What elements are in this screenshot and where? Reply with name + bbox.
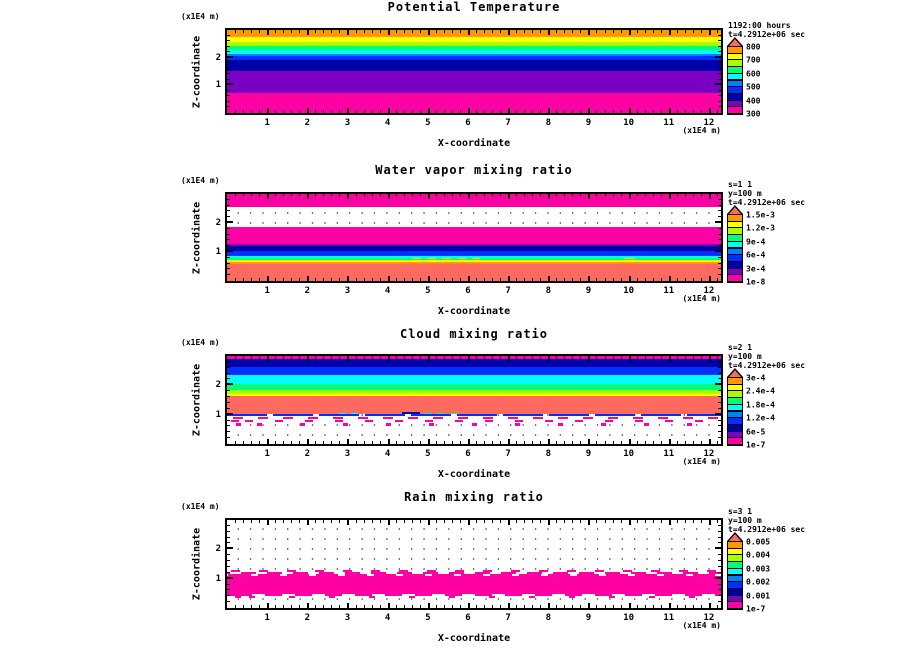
x-tick-label: 7: [505, 286, 511, 296]
tick-mark: [588, 520, 590, 525]
x-tick-label: 2: [304, 118, 311, 128]
tick-mark: [259, 605, 260, 608]
tick-mark: [715, 577, 721, 579]
colorbar-label: 1.8e-4: [746, 400, 775, 410]
tick-mark: [227, 572, 230, 573]
y-tick-label: 1: [215, 80, 221, 91]
y-axis-unit-label: (x1E4 m): [181, 338, 220, 347]
tick-mark: [637, 605, 638, 608]
x-tick-label: 5: [425, 449, 431, 459]
x-tick-label: 12: [703, 613, 715, 623]
tick-mark: [275, 605, 276, 608]
tick-mark: [460, 605, 461, 608]
x-tick-label: 5: [425, 118, 431, 128]
contour-band: [227, 576, 721, 594]
tick-mark: [420, 520, 421, 523]
tick-mark: [347, 520, 349, 525]
tick-mark: [227, 560, 230, 561]
tick-mark: [243, 605, 244, 608]
tick-mark: [677, 520, 678, 523]
colorbar-label: 2.4e-4: [746, 386, 775, 396]
tick-mark: [685, 520, 686, 523]
colorbar-band: [728, 582, 742, 588]
tick-mark: [227, 537, 230, 538]
tick-mark: [364, 605, 365, 608]
colorbar-label: 0.005: [746, 537, 771, 547]
tick-mark: [291, 605, 292, 608]
colorbar-label: 3e-4: [746, 264, 766, 274]
x-axis-unit-label: (x1E4 m): [682, 457, 721, 466]
tick-mark: [677, 605, 678, 608]
x-tick-label: 4: [384, 118, 391, 128]
tick-mark: [629, 603, 631, 608]
tick-mark: [235, 605, 236, 608]
x-tick-label: 9: [585, 118, 592, 128]
tick-mark: [388, 520, 390, 525]
tick-mark: [460, 520, 461, 523]
contour-dash-row: [227, 596, 721, 598]
x-tick-label: 6: [465, 449, 471, 459]
x-tick-label: 12: [703, 118, 715, 128]
tick-mark: [596, 605, 597, 608]
colorbar-label: 700: [746, 55, 761, 65]
tick-mark: [364, 520, 365, 523]
tick-mark: [718, 601, 721, 602]
tick-mark: [227, 595, 230, 596]
tick-mark: [476, 520, 477, 523]
x-tick-label: 4: [384, 286, 391, 296]
x-tick-label: 6: [465, 613, 471, 623]
x-tick-label: 8: [545, 118, 552, 128]
tick-mark: [564, 520, 565, 523]
x-tick-label: 11: [663, 613, 675, 623]
tick-mark: [596, 520, 597, 523]
tick-mark: [227, 584, 230, 585]
x-tick-label: 4: [384, 613, 391, 623]
colorbar-label: 600: [746, 69, 761, 79]
x-axis-unit-label: (x1E4 m): [682, 294, 721, 303]
colorbar-label: 0.003: [746, 564, 771, 574]
plot-area: [225, 518, 723, 610]
x-tick-label: 12: [703, 449, 715, 459]
y-tick-label: 2: [215, 52, 221, 63]
colorbar-header-line: t=4.2912e+06 sec: [728, 198, 806, 207]
tick-mark: [412, 520, 413, 523]
x-tick-label: 1: [264, 286, 270, 296]
tick-mark: [299, 605, 300, 608]
tick-mark: [476, 605, 477, 608]
tick-mark: [227, 547, 233, 549]
colorbar-header-line: t=4.2912e+06 sec: [728, 525, 806, 534]
colorbar-header-line: s=3 1: [728, 507, 753, 516]
y-tick-label: 1: [215, 573, 221, 584]
colorbar-header-line: s=2 1: [728, 343, 753, 352]
tick-mark: [380, 605, 381, 608]
tick-mark: [307, 520, 309, 525]
y-tick-label: 1: [215, 409, 221, 420]
x-tick-label: 1: [264, 118, 270, 128]
colorbar-band: [728, 602, 742, 608]
colorbar-label: 9e-4: [746, 237, 766, 247]
colorbar-label: 1.2e-3: [746, 223, 775, 233]
tick-mark: [428, 520, 430, 525]
panel-title: Water vapor mixing ratio: [375, 163, 573, 177]
colorbar-band: [728, 549, 742, 555]
x-axis-label: X-coordinate: [437, 469, 511, 480]
colorbar-label: 1e-7: [746, 604, 766, 614]
tick-mark: [468, 603, 470, 608]
x-axis-unit-label: (x1E4 m): [682, 621, 721, 630]
x-tick-label: 12: [703, 286, 715, 296]
tick-mark: [468, 520, 470, 525]
colorbar-band: [728, 555, 742, 561]
colorbar-label: 1e-8: [746, 277, 766, 287]
x-tick-label: 3: [344, 449, 351, 459]
tick-mark: [444, 520, 445, 523]
tick-mark: [572, 520, 573, 523]
tick-mark: [717, 520, 718, 523]
tick-mark: [331, 605, 332, 608]
x-tick-label: 11: [663, 118, 675, 128]
tick-mark: [718, 560, 721, 561]
tick-mark: [701, 520, 702, 523]
x-tick-label: 10: [623, 286, 635, 296]
tick-mark: [227, 525, 230, 526]
x-tick-label: 10: [623, 118, 635, 128]
tick-mark: [532, 605, 533, 608]
x-axis-label: X-coordinate: [437, 306, 511, 317]
x-tick-label: 1: [264, 613, 270, 623]
tick-mark: [693, 605, 694, 608]
x-tick-label: 7: [505, 449, 511, 459]
x-tick-label: 5: [425, 613, 431, 623]
tick-mark: [484, 520, 485, 523]
colorbar-band: [728, 542, 742, 548]
y-axis-label: Z-coordinate: [191, 35, 203, 108]
colorbar-label: 0.004: [746, 550, 771, 560]
colorbar-label: 1.5e-3: [746, 210, 775, 220]
tick-mark: [259, 520, 260, 523]
tick-mark: [621, 605, 622, 608]
y-axis-label: Z-coordinate: [191, 363, 203, 437]
tick-mark: [372, 605, 373, 608]
tick-mark: [718, 542, 721, 543]
tick-mark: [500, 605, 501, 608]
colorbar-overflow-triangle-fill: [729, 534, 741, 541]
y-axis-label: Z-coordinate: [191, 527, 203, 601]
tick-mark: [356, 605, 357, 608]
tick-mark: [283, 605, 284, 608]
tick-mark: [412, 605, 413, 608]
tick-mark: [436, 520, 437, 523]
tick-mark: [299, 520, 300, 523]
tick-mark: [315, 520, 316, 523]
tick-mark: [669, 520, 671, 525]
tick-mark: [339, 520, 340, 523]
colorbar-band: [728, 569, 742, 575]
contour-dash-row: [227, 574, 721, 576]
x-tick-label: 9: [585, 449, 592, 459]
x-tick-label: 1: [264, 449, 270, 459]
tick-mark: [717, 605, 718, 608]
tick-mark: [267, 603, 269, 608]
tick-mark: [396, 520, 397, 523]
tick-mark: [404, 520, 405, 523]
tick-mark: [605, 520, 606, 523]
colorbar-label: 1e-7: [746, 440, 766, 450]
y-axis-label: Z-coordinate: [191, 201, 203, 274]
x-tick-label: 6: [465, 286, 471, 296]
x-tick-label: 8: [545, 613, 552, 623]
colorbar-header-line: t=4.2912e+06 sec: [728, 361, 806, 370]
x-tick-label: 8: [545, 286, 552, 296]
x-tick-label: 7: [505, 613, 511, 623]
tick-mark: [637, 520, 638, 523]
colorbar-label: 0.001: [746, 591, 771, 601]
tick-mark: [709, 520, 711, 525]
tick-mark: [420, 605, 421, 608]
tick-mark: [556, 520, 557, 523]
x-axis-label: X-coordinate: [437, 138, 511, 149]
tick-mark: [718, 566, 721, 567]
tick-mark: [227, 531, 230, 532]
tick-mark: [564, 605, 565, 608]
tick-mark: [653, 520, 654, 523]
tick-mark: [715, 547, 721, 549]
tick-mark: [661, 605, 662, 608]
tick-mark: [404, 605, 405, 608]
tick-mark: [572, 605, 573, 608]
tick-mark: [388, 603, 390, 608]
tick-mark: [532, 520, 533, 523]
tick-mark: [227, 589, 230, 590]
tick-mark: [227, 542, 230, 543]
tick-mark: [661, 520, 662, 523]
tick-mark: [580, 605, 581, 608]
tick-mark: [235, 520, 236, 523]
x-tick-label: 10: [623, 613, 635, 623]
tick-mark: [621, 520, 622, 523]
x-tick-label: 11: [663, 286, 675, 296]
tick-mark: [356, 520, 357, 523]
colorbar-header-line: y=100 m: [728, 352, 762, 361]
tick-mark: [372, 520, 373, 523]
colorbar-label: 3e-4: [746, 373, 766, 383]
tick-mark: [718, 589, 721, 590]
x-tick-label: 3: [344, 613, 351, 623]
y-tick-label: 1: [215, 247, 221, 257]
panel-title: Potential Temperature: [387, 0, 561, 14]
x-tick-label: 8: [545, 449, 552, 459]
tick-mark: [315, 605, 316, 608]
colorbar-header-line: y=100 m: [728, 516, 762, 525]
tick-mark: [540, 520, 541, 523]
tick-mark: [291, 520, 292, 523]
tick-mark: [548, 603, 550, 608]
tick-mark: [524, 520, 525, 523]
colorbar-label: 500: [746, 82, 761, 92]
tick-mark: [227, 577, 233, 579]
tick-mark: [613, 605, 614, 608]
colorbar-band: [728, 596, 742, 602]
tick-mark: [492, 520, 493, 523]
tick-mark: [556, 605, 557, 608]
x-tick-label: 9: [585, 286, 592, 296]
x-tick-label: 2: [304, 613, 311, 623]
tick-mark: [251, 605, 252, 608]
tick-mark: [718, 554, 721, 555]
x-tick-label: 2: [304, 286, 311, 296]
tick-mark: [484, 605, 485, 608]
colorbar-label: 6e-4: [746, 250, 766, 260]
tick-mark: [323, 605, 324, 608]
x-tick-label: 3: [344, 118, 351, 128]
tick-mark: [580, 520, 581, 523]
x-tick-label: 6: [465, 118, 471, 128]
x-tick-label: 2: [304, 449, 311, 459]
tick-mark: [718, 595, 721, 596]
tick-mark: [693, 520, 694, 523]
tick-mark: [613, 520, 614, 523]
x-tick-label: 11: [663, 449, 675, 459]
colorbar-header-line: y=100 m: [728, 189, 762, 198]
colorbar-band: [728, 589, 742, 595]
tick-mark: [380, 520, 381, 523]
tick-mark: [718, 584, 721, 585]
tick-mark: [227, 554, 230, 555]
y-axis-unit-label: (x1E4 m): [181, 12, 220, 21]
tick-mark: [331, 520, 332, 523]
tick-mark: [516, 605, 517, 608]
tick-mark: [524, 605, 525, 608]
y-axis-unit-label: (x1E4 m): [181, 502, 220, 511]
y-tick-label: 2: [215, 218, 221, 228]
tick-mark: [718, 537, 721, 538]
colorbar-label: 800: [746, 42, 761, 52]
tick-mark: [508, 603, 510, 608]
tick-mark: [605, 605, 606, 608]
colorbar-frame: [727, 541, 743, 610]
tick-mark: [227, 601, 230, 602]
tick-mark: [243, 520, 244, 523]
colorbar-band: [728, 562, 742, 568]
colorbar-header-line: t=4.2912e+06 sec: [728, 30, 806, 39]
colorbar-band: [728, 576, 742, 582]
panel-title: Cloud mixing ratio: [399, 327, 549, 341]
x-tick-label: 9: [585, 613, 592, 623]
tick-mark: [339, 605, 340, 608]
tick-mark: [492, 605, 493, 608]
tick-mark: [701, 605, 702, 608]
colorbar-header-line: s=1 1: [728, 180, 753, 189]
tick-mark: [444, 605, 445, 608]
tick-mark: [709, 603, 711, 608]
tick-mark: [347, 603, 349, 608]
tick-mark: [588, 603, 590, 608]
tick-mark: [508, 520, 510, 525]
x-tick-label: 5: [425, 286, 431, 296]
tick-mark: [307, 603, 309, 608]
tick-mark: [540, 605, 541, 608]
tick-mark: [428, 603, 430, 608]
tick-mark: [629, 520, 631, 525]
colorbar-label: 1.2e-4: [746, 413, 775, 423]
colorbar-label: 300: [746, 109, 761, 119]
tick-mark: [718, 531, 721, 532]
tick-mark: [323, 520, 324, 523]
tick-mark: [227, 566, 230, 567]
tick-mark: [452, 520, 453, 523]
colorbar-header-line: 1192:00 hours: [728, 21, 791, 30]
tick-mark: [645, 605, 646, 608]
tick-mark: [436, 605, 437, 608]
tick-mark: [718, 525, 721, 526]
tick-mark: [267, 520, 269, 525]
x-tick-label: 4: [384, 449, 391, 459]
x-tick-label: 7: [505, 118, 511, 128]
tick-mark: [396, 605, 397, 608]
colorbar-label: 6e-5: [746, 427, 766, 437]
x-tick-label: 3: [344, 286, 351, 296]
panel-title: Rain mixing ratio: [404, 490, 544, 504]
tick-mark: [718, 572, 721, 573]
x-axis-label: X-coordinate: [437, 633, 511, 644]
tick-mark: [685, 605, 686, 608]
tick-mark: [645, 520, 646, 523]
y-tick-label: 2: [215, 544, 221, 555]
tick-mark: [516, 520, 517, 523]
tick-mark: [653, 605, 654, 608]
y-tick-label: 2: [215, 380, 221, 391]
tick-mark: [500, 520, 501, 523]
x-axis-unit-label: (x1E4 m): [682, 126, 721, 135]
y-axis-unit-label: (x1E4 m): [181, 176, 220, 185]
tick-mark: [251, 520, 252, 523]
x-tick-label: 10: [623, 449, 635, 459]
tick-mark: [452, 605, 453, 608]
tick-mark: [548, 520, 550, 525]
colorbar-label: 400: [746, 96, 761, 106]
colorbar-label: 0.002: [746, 577, 771, 587]
tick-mark: [669, 603, 671, 608]
tick-mark: [275, 520, 276, 523]
tick-mark: [283, 520, 284, 523]
